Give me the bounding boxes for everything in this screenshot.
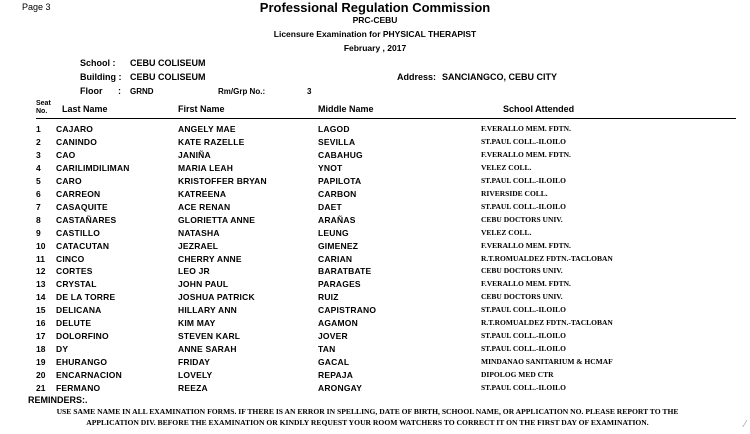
middle-name: SEVILLA [318, 136, 356, 147]
last-name: CANINDO [56, 136, 98, 147]
school-attended: CEBU DOCTORS UNIV. [481, 266, 563, 276]
school-attended: DIPOLOG MED CTR [481, 370, 554, 380]
seat-number: 14 [36, 292, 46, 303]
floor-label: Floor [80, 86, 103, 96]
first-name: LEO JR [178, 266, 210, 277]
last-name: CINCO [56, 253, 85, 264]
last-name: CASAQUITE [56, 201, 108, 212]
middle-name: LAGOD [318, 124, 350, 134]
table-row [0, 266, 750, 279]
first-name: JOSHUA PATRICK [178, 292, 255, 303]
seat-number: 5 [36, 175, 41, 186]
seat-number: 18 [36, 344, 46, 355]
first-name: GLORIETTA ANNE [178, 214, 256, 225]
school-attended: F.VERALLO MEM. FDTN. [481, 279, 571, 289]
seat-number: 9 [36, 227, 41, 238]
last-name: EHURANGO [56, 357, 108, 368]
middle-name: TAN [318, 344, 336, 355]
middle-name: YNOT [318, 162, 343, 173]
middle-name: CARIAN [318, 253, 353, 264]
middle-name: LEUNG [318, 227, 349, 238]
last-name: CARILIMDILIMAN [56, 162, 130, 173]
middle-name-header: Middle Name [318, 104, 374, 114]
school-attended: F.VERALLO MEM. FDTN. [481, 240, 571, 250]
table-row [0, 305, 750, 318]
table-row [0, 228, 750, 241]
table-row [0, 189, 750, 202]
school-attended: CEBU DOCTORS UNIV. [481, 214, 563, 224]
middle-name: REPAJA [318, 370, 354, 381]
table-row [0, 279, 750, 292]
header-divider [36, 118, 736, 119]
last-name: DY [56, 344, 69, 355]
reminders-title: REMINDERS:. [28, 395, 88, 405]
last-name: CARREON [56, 188, 101, 199]
last-name: CORTES [56, 266, 93, 277]
floor-value: GRND [130, 87, 154, 96]
middle-name: ARONGAY [318, 383, 363, 393]
building-label: Building : [80, 72, 122, 82]
middle-name: ARAÑAS [318, 214, 356, 225]
school-attended: ST.PAUL COLL.-ILOILO [481, 344, 566, 354]
first-name: REEZA [178, 383, 208, 393]
school-attended: MINDANAO SANITARIUM & HCMAF [481, 357, 613, 367]
first-name: JEZRAEL [178, 240, 219, 251]
first-name: JANIÑA [178, 149, 211, 160]
last-name: DELICANA [56, 305, 102, 316]
table-row [0, 254, 750, 267]
school-attended: VELEZ COLL. [481, 227, 532, 237]
middle-name: BARATBATE [318, 266, 372, 277]
school-attended: RIVERSIDE COLL. [481, 188, 548, 198]
first-name: ACE RENAN [178, 201, 231, 212]
table-row [0, 124, 750, 137]
floor-colon: : [118, 86, 121, 96]
middle-name: RUIZ [318, 292, 339, 303]
school-label: School : [80, 58, 116, 68]
page-label: Page 3 [22, 2, 51, 12]
last-name: DELUTE [56, 318, 92, 329]
table-row [0, 357, 750, 370]
seat-number: 16 [36, 318, 46, 329]
middle-name: DAET [318, 201, 342, 212]
seat-number: 20 [36, 370, 46, 381]
middle-name: CAPISTRANO [318, 305, 377, 316]
last-name: CATACUTAN [56, 240, 110, 251]
first-name: KIM MAY [178, 318, 216, 329]
seat-number: 10 [36, 240, 46, 251]
first-name: NATASHA [178, 227, 220, 238]
school-attended: F.VERALLO MEM. FDTN. [481, 124, 571, 133]
seat-number: 3 [36, 149, 41, 160]
middle-name: GIMENEZ [318, 240, 359, 251]
page-title: Professional Regulation Commission [259, 0, 491, 15]
seat-number: 1 [36, 124, 41, 134]
last-name: CARO [56, 175, 82, 186]
first-name: KATE RAZELLE [178, 136, 245, 147]
table-row [0, 202, 750, 215]
table-row [0, 137, 750, 150]
middle-name: CABAHUG [318, 149, 363, 160]
table-row [0, 176, 750, 189]
middle-name: JOVER [318, 331, 348, 342]
middle-name: AGAMON [318, 318, 358, 329]
last-name: CASTILLO [56, 227, 101, 238]
school-attended: F.VERALLO MEM. FDTN. [481, 149, 571, 159]
table-row [0, 150, 750, 163]
middle-name: PARAGES [318, 279, 361, 290]
seat-number: 15 [36, 305, 46, 316]
school-attended: ST.PAUL COLL.-ILOILO [481, 305, 566, 315]
table-row [0, 163, 750, 176]
school-attended: ST.PAUL COLL.-ILOILO [481, 331, 566, 341]
table-row [0, 215, 750, 228]
first-name: ANGELY MAE [178, 124, 236, 134]
middle-name: GACAL [318, 357, 350, 368]
seat-number: 4 [36, 162, 41, 173]
seat-number: 17 [36, 331, 46, 342]
last-name: DOLORFINO [56, 331, 109, 342]
page-corner-mark: ∕ [744, 419, 746, 430]
school-attended: CEBU DOCTORS UNIV. [481, 292, 563, 302]
seat-number: 6 [36, 188, 41, 199]
school-value: CEBU COLISEUM [130, 58, 206, 68]
school-attended: VELEZ COLL. [481, 162, 532, 172]
table-row [0, 344, 750, 357]
table-row [0, 331, 750, 344]
exam-title: Licensure Examination for PHYSICAL THERAPIST [273, 29, 477, 39]
table-row [0, 370, 750, 383]
first-name: FRIDAY [178, 357, 211, 368]
last-name: DE LA TORRE [56, 292, 116, 303]
reminders-text: USE SAME NAME IN ALL EXAMINATION FORMS. IF THERE IS AN ERROR IN SPELLING, DATE OF BIRTH, SCHOOL NAME, OR APPLICATION NO. PLEASE REPORT TO THE APPLICATION DIV. BEFORE THE EXAMINATION OR KINDLY REQUEST YOUR ROOM WATCHERS TO CORRECT IT ON THE FIRST DAY OF EXAMINATION. [56, 407, 679, 427]
table-row [0, 318, 750, 331]
school-attended: ST.PAUL COLL.-ILOILO [481, 201, 566, 211]
table-row [0, 383, 750, 396]
last-name: ENCARNACION [56, 370, 122, 381]
seat-number: 7 [36, 201, 41, 212]
first-name: HILLARY ANN [178, 305, 238, 316]
seat-number: 11 [36, 253, 45, 264]
address-value: SANCIANGCO, CEBU CITY [442, 72, 558, 82]
first-name: KRISTOFFER BRYAN [178, 175, 267, 186]
room-value: 3 [307, 87, 312, 96]
last-name: CASTAÑARES [56, 214, 117, 225]
last-name: CAO [56, 149, 76, 160]
school-attended-header: School Attended [503, 104, 575, 114]
first-name: LOVELY [178, 370, 213, 381]
school-attended: ST.PAUL COLL.-ILOILO [481, 136, 566, 146]
room-label: Rm/Grp No.: [218, 87, 266, 96]
seat-number: 19 [36, 357, 46, 368]
last-name: CAJARO [56, 124, 94, 134]
first-name: CHERRY ANNE [178, 253, 242, 264]
table-row [0, 241, 750, 254]
first-name: JOHN PAUL [178, 279, 229, 290]
seat-number: 13 [36, 279, 46, 290]
school-attended: ST.PAUL COLL.-ILOILO [481, 175, 566, 185]
first-name: ANNE SARAH [178, 344, 237, 355]
first-name: KATREENA [178, 188, 227, 199]
last-name: CRYSTAL [56, 279, 97, 290]
building-value: CEBU COLISEUM [130, 72, 206, 82]
seat-number: 21 [36, 383, 46, 393]
address-label: Address: [397, 72, 437, 82]
school-attended: R.T.ROMUALDEZ FDTN.-TACLOBAN [481, 253, 613, 263]
middle-name: PAPILOTA [318, 175, 362, 186]
last-name: FERMANO [56, 383, 101, 393]
first-name: MARIA LEAH [178, 162, 234, 173]
table-row [0, 292, 750, 305]
last-name-header: Last Name [62, 104, 108, 114]
first-name: STEVEN KARL [178, 331, 241, 342]
seat-number: 8 [36, 214, 41, 225]
middle-name: CARBON [318, 188, 357, 199]
school-attended: ST.PAUL COLL.-ILOILO [481, 383, 566, 392]
office-name: PRC-CEBU [352, 15, 398, 25]
first-name-header: First Name [178, 104, 225, 114]
seat-number: 12 [36, 266, 46, 277]
exam-date: February , 2017 [343, 43, 407, 53]
seat-number: 2 [36, 136, 41, 147]
school-attended: R.T.ROMUALDEZ FDTN.-TACLOBAN [481, 318, 613, 328]
seat-no-header: Seat No. [36, 100, 51, 115]
